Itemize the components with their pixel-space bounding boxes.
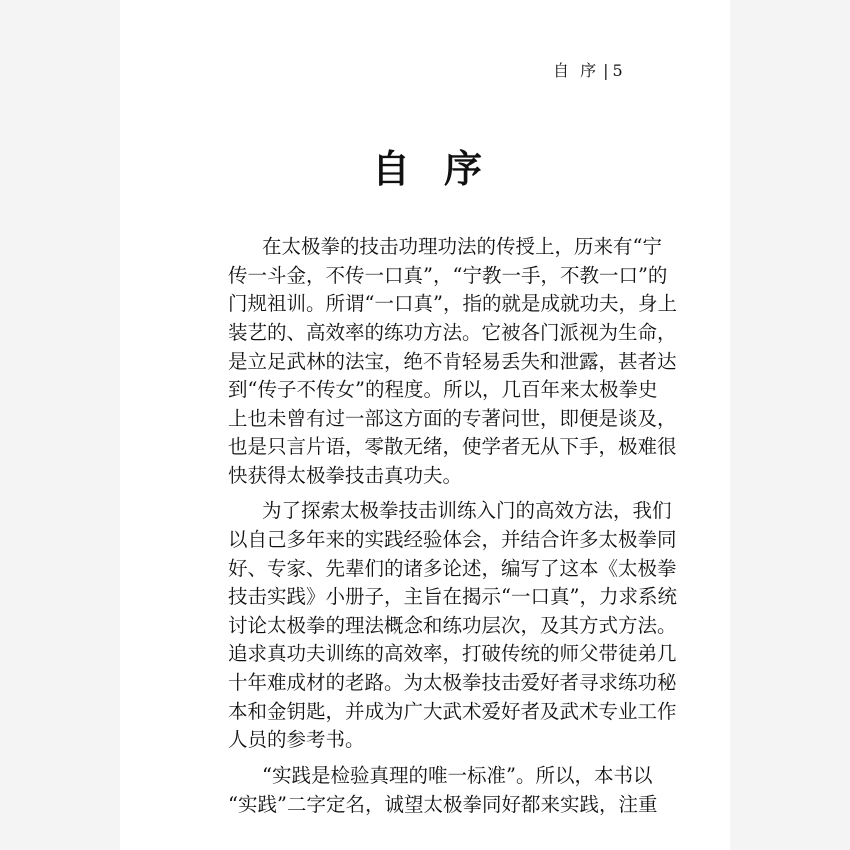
text-line: 人员的参考书。 (228, 728, 365, 751)
text-line: 门规祖训。所谓“一口真”，指的就是成就功夫，身上 (228, 292, 677, 315)
text-line: 上也未曾有过一部这方面的专著问世，即便是谈及， (228, 407, 677, 430)
running-header-section: 自 序 (553, 61, 600, 80)
text-line: 技击实践》小册子，主旨在揭示“一口真”，力求系统 (228, 585, 677, 608)
text-line: 装艺的、高效率的练功方法。它被各门派视为生命， (228, 321, 677, 344)
text-line: “实践是检验真理的唯一标准”。所以，本书以 (262, 764, 653, 787)
page-number: 5 (612, 61, 623, 80)
text-line: 在太极拳的技击功理功法的传授上，历来有“宁 (262, 235, 662, 258)
text-line: 十年难成材的老路。为太极拳技击爱好者寻求练功秘 (228, 671, 677, 694)
text-line: 讨论太极拳的理法概念和练功层次，及其方式方法。 (228, 614, 677, 637)
text-line: 是立足武林的法宝，绝不肯轻易丢失和泄露，甚者达 (228, 350, 677, 373)
running-header (553, 58, 623, 81)
text-line: 追求真功夫训练的高效率，打破传统的师父带徒弟几 (228, 642, 677, 665)
text-line: 好、专家、先辈们的诸多论述，编写了这本《太极拳 (228, 557, 677, 580)
text-line: 以自己多年来的实践经验体会，并结合许多太极拳同 (228, 528, 677, 551)
text-line: 传一斗金，不传一口真”，“宁教一手，不教一口”的 (228, 264, 668, 287)
text-line: 也是只言片语，零散无绪，使学者无从下手，极难很 (228, 435, 677, 458)
text-line: 到“传子不传女”的程度。所以，几百年来太极拳史 (228, 378, 658, 401)
running-header-separator: | (603, 61, 609, 80)
text-line: 为了探索太极拳技击训练入门的高效方法，我们 (262, 499, 672, 522)
text-line: 快获得太极拳技击真功夫。 (228, 464, 463, 487)
text-line: 本和金钥匙，并成为广大武术爱好者及武术专业工作 (228, 700, 677, 723)
text-line: “实践”二字定名，诚望太极拳同好都来实践，注重 (228, 793, 658, 816)
chapter-title: 自序 (372, 147, 517, 191)
